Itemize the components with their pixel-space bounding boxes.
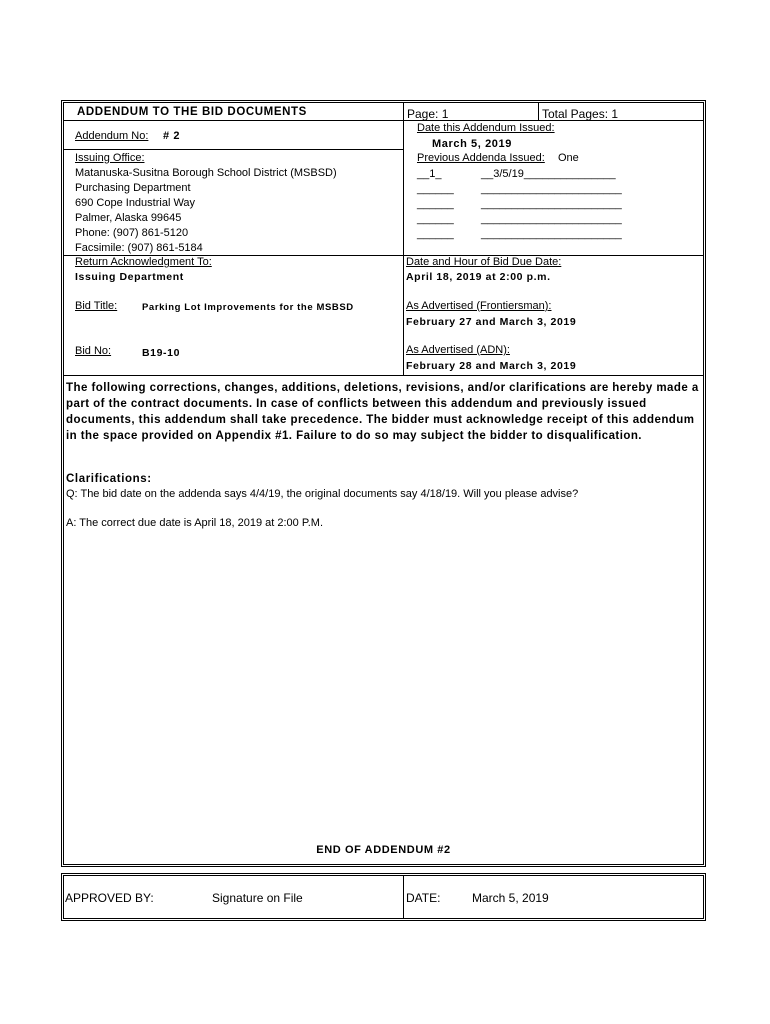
addendum-intro: The following corrections, changes, additions, deletions, revisions, and/or clarifications are hereby made a part of the contract documents. In case of conflicts between this addendum and previously issued documents, this addendum shall take precedence. The bidder must acknowledge receipt of this addendum in the space provided on Appendix #1. Failure to do so may subject the bidder to disqualification. (66, 382, 699, 442)
previous-addenda-value: One (558, 152, 579, 164)
previous-addendum-number: ______ (417, 228, 454, 240)
previous-addendum-number: ______ (417, 213, 454, 225)
due-date-label: Date and Hour of Bid Due Date: (406, 256, 562, 268)
end-of-addendum: END OF ADDENDUM #2 (316, 844, 451, 856)
previous-addenda-label: Previous Addenda Issued: (417, 152, 545, 164)
page-divider (538, 103, 539, 120)
approved-by-value: Signature on File (212, 891, 303, 905)
return-ack-value: Issuing Department (75, 271, 184, 283)
footer-date-value: March 5, 2019 (472, 891, 549, 905)
bid-no-label: Bid No: (75, 345, 112, 357)
issuing-office-label: Issuing Office: (75, 152, 145, 164)
details-bottom-rule (64, 375, 703, 376)
issuing-office-line: Palmer, Alaska 99645 (75, 212, 182, 224)
previous-addendum-number: ______ (417, 183, 454, 195)
previous-addendum-number: __1_ (417, 168, 442, 180)
issuing-office-line: Purchasing Department (75, 182, 191, 194)
addendum-form (61, 100, 706, 867)
previous-addendum-date: _______________________ (481, 228, 622, 240)
column-divider (403, 103, 404, 375)
total-pages: Total Pages: 1 (542, 107, 619, 121)
issuing-office-line: Phone: (907) 861-5120 (75, 227, 189, 239)
approval-footer (61, 873, 706, 921)
issuing-office-line: Facsimile: (907) 861-5184 (75, 242, 203, 254)
bid-title-value: Parking Lot Improvements for the MSBSD (142, 302, 354, 313)
footer-date-label: DATE: (406, 891, 441, 905)
addendum-rule (64, 149, 403, 150)
approved-by-label: APPROVED BY: (65, 891, 154, 905)
previous-addendum-number: ______ (417, 198, 454, 210)
clarification-answer: A: The correct due date is April 18, 2019 at 2:00 P.M. (66, 517, 324, 529)
issuing-office-line: 690 Cope Industrial Way (75, 197, 196, 209)
clarifications-heading: Clarifications: (66, 473, 152, 485)
page-number: Page: 1 (407, 107, 449, 121)
header-rule (64, 120, 403, 121)
doc-title: ADDENDUM TO THE BID DOCUMENTS (77, 106, 307, 118)
bid-no-value: B19-10 (142, 347, 181, 359)
footer-divider (403, 876, 404, 918)
previous-addendum-date: _______________________ (481, 213, 622, 225)
return-ack-label: Return Acknowledgment To: (75, 256, 212, 268)
advertised-frontiersman-value: February 27 and March 3, 2019 (406, 316, 577, 328)
previous-addendum-date: _______________________ (481, 183, 622, 195)
advertised-adn-label: As Advertised (ADN): (406, 344, 510, 356)
issuing-office-line: Matanuska-Susitna Borough School District (MSBSD) (75, 167, 337, 179)
advertised-adn-value: February 28 and March 3, 2019 (406, 360, 577, 372)
bid-title-label: Bid Title: (75, 300, 118, 312)
advertised-frontiersman-label: As Advertised (Frontiersman): (406, 300, 552, 312)
clarification-question: Q: The bid date on the addenda says 4/4/19, the original documents say 4/18/19. Will you please advise? (66, 488, 579, 500)
addendum-number: # 2 (163, 130, 181, 142)
previous-addendum-date: _______________________ (481, 198, 622, 210)
addendum-label: Addendum No: (75, 130, 149, 142)
date-issued-label: Date this Addendum Issued: (417, 122, 555, 134)
date-issued-value: March 5, 2019 (432, 138, 512, 150)
previous-addendum-date: __3/5/19_______________ (481, 168, 616, 180)
due-date-value: April 18, 2019 at 2:00 p.m. (406, 271, 551, 283)
